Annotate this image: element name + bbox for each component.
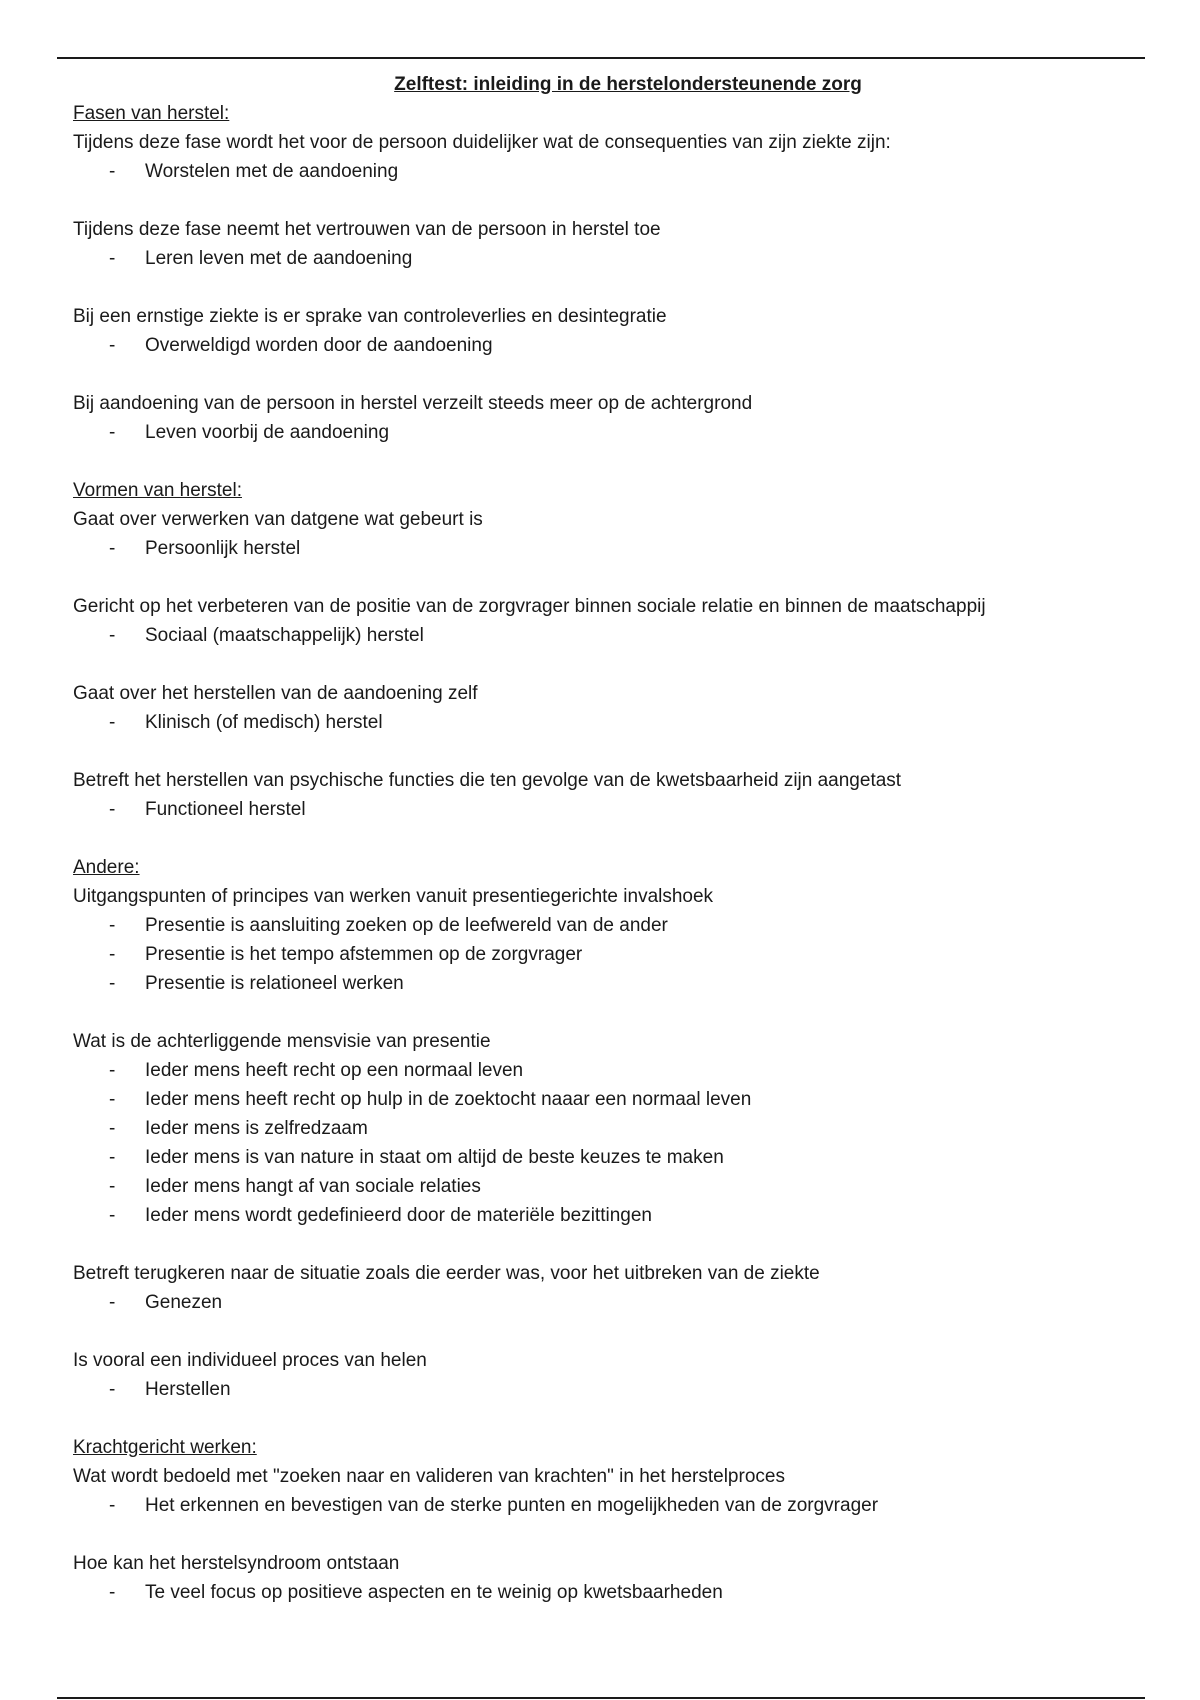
answer-text: Ieder mens heeft recht op een normaal leven [145, 1060, 524, 1081]
question-text: Gaat over het herstellen van de aandoening zelf [73, 683, 478, 704]
answer-item [73, 418, 1133, 447]
bullet-dash: - [109, 1495, 116, 1516]
section-heading: Fasen van herstel: [73, 103, 230, 124]
spacer [73, 737, 1133, 766]
answer-text: Genezen [145, 1292, 223, 1313]
answer-item [73, 1288, 1133, 1317]
answer-text: Presentie is het tempo afstemmen op de zorgvrager [145, 944, 583, 965]
answer-list [73, 331, 1133, 360]
answer-text: Leven voorbij de aandoening [145, 422, 390, 443]
spacer [73, 1317, 1133, 1346]
spacer [73, 447, 1133, 476]
question-text: Bij een ernstige ziekte is er sprake van controleverlies en desintegratie [73, 306, 667, 327]
bullet-dash: - [109, 248, 116, 269]
bullet-dash: - [109, 1582, 116, 1603]
answer-text: Functioneel herstel [145, 799, 306, 820]
answer-text: Ieder mens is van nature in staat om altijd de beste keuzes te maken [145, 1147, 724, 1168]
spacer [73, 1404, 1133, 1433]
document-title: Zelftest: inleiding in de herstelondersteunende zorg [394, 74, 862, 95]
answer-item [73, 1143, 1133, 1172]
spacer [73, 273, 1133, 302]
bullet-dash: - [109, 625, 116, 646]
spacer [73, 1230, 1133, 1259]
spacer [73, 563, 1133, 592]
answer-item [73, 795, 1133, 824]
answer-list [73, 534, 1133, 563]
answer-list [73, 244, 1133, 273]
answer-list [73, 708, 1133, 737]
question-text: Tijdens deze fase wordt het voor de persoon duidelijker wat de consequenties van zijn ziekte zijn: [73, 132, 891, 153]
answer-text: Herstellen [145, 1379, 231, 1400]
answer-list [73, 157, 1133, 186]
bullet-dash: - [109, 1089, 116, 1110]
bullet-dash: - [109, 161, 116, 182]
answer-text: Leren leven met de aandoening [145, 248, 413, 269]
bullet-dash: - [109, 799, 116, 820]
answer-text: Ieder mens wordt gedefinieerd door de materiële bezittingen [145, 1205, 652, 1226]
bullet-dash: - [109, 915, 116, 936]
question-text: Wat is de achterliggende mensvisie van presentie [73, 1031, 491, 1052]
answer-text: Persoonlijk herstel [145, 538, 301, 559]
bullet-dash: - [109, 422, 116, 443]
answer-text: Ieder mens is zelfredzaam [145, 1118, 368, 1139]
section-heading: Krachtgericht werken: [73, 1437, 257, 1458]
question-text: Bij aandoening van de persoon in herstel verzeilt steeds meer op de achtergrond [73, 393, 753, 414]
answer-item [73, 621, 1133, 650]
answer-item [73, 1201, 1133, 1230]
question-text: Betreft terugkeren naar de situatie zoals die eerder was, voor het uitbreken van de ziekte [73, 1263, 820, 1284]
top-rule [57, 57, 1145, 59]
answer-item [73, 1114, 1133, 1143]
answer-list [73, 1491, 1133, 1520]
spacer [73, 824, 1133, 853]
answer-text: Ieder mens heeft recht op hulp in de zoektocht naaar een normaal leven [145, 1089, 752, 1110]
bullet-dash: - [109, 1060, 116, 1081]
question-text: Gaat over verwerken van datgene wat gebeurt is [73, 509, 483, 530]
spacer [73, 186, 1133, 215]
document-page [73, 70, 1133, 1607]
bullet-dash: - [109, 1205, 116, 1226]
bottom-rule [57, 1697, 1145, 1699]
spacer [73, 650, 1133, 679]
answer-list [73, 621, 1133, 650]
answer-list [73, 418, 1133, 447]
answer-item [73, 1085, 1133, 1114]
answer-text: Ieder mens hangt af van sociale relaties [145, 1176, 481, 1197]
answer-list [73, 911, 1133, 998]
spacer [73, 998, 1133, 1027]
question-text: Hoe kan het herstelsyndroom ontstaan [73, 1553, 400, 1574]
answer-list [73, 1288, 1133, 1317]
answer-item [73, 940, 1133, 969]
answer-text: Overweldigd worden door de aandoening [145, 335, 493, 356]
question-text: Is vooral een individueel proces van helen [73, 1350, 427, 1371]
answer-text: Worstelen met de aandoening [145, 161, 399, 182]
bullet-dash: - [109, 712, 116, 733]
answer-text: Sociaal (maatschappelijk) herstel [145, 625, 424, 646]
bullet-dash: - [109, 1147, 116, 1168]
answer-item [73, 534, 1133, 563]
bullet-dash: - [109, 1176, 116, 1197]
question-text: Wat wordt bedoeld met "zoeken naar en valideren van krachten" in het herstelproces [73, 1466, 785, 1487]
answer-list [73, 1056, 1133, 1230]
question-text: Tijdens deze fase neemt het vertrouwen van de persoon in herstel toe [73, 219, 661, 240]
answer-text: Klinisch (of medisch) herstel [145, 712, 383, 733]
bullet-dash: - [109, 1118, 116, 1139]
bullet-dash: - [109, 944, 116, 965]
bullet-dash: - [109, 335, 116, 356]
answer-list [73, 1578, 1133, 1607]
answer-list [73, 795, 1133, 824]
answer-item [73, 1172, 1133, 1201]
answer-item [73, 1491, 1133, 1520]
answer-text: Het erkennen en bevestigen van de sterke punten en mogelijkheden van de zorgvrager [145, 1495, 879, 1516]
answer-text: Presentie is aansluiting zoeken op de leefwereld van de ander [145, 915, 668, 936]
question-text: Uitgangspunten of principes van werken vanuit presentiegerichte invalshoek [73, 886, 714, 907]
answer-item [73, 244, 1133, 273]
bullet-dash: - [109, 973, 116, 994]
answer-item [73, 157, 1133, 186]
question-text: Gericht op het verbeteren van de positie van de zorgvrager binnen sociale relatie en binnen de maatschappij [73, 596, 986, 617]
answer-item [73, 911, 1133, 940]
answer-list [73, 1375, 1133, 1404]
answer-item [73, 1056, 1133, 1085]
bullet-dash: - [109, 538, 116, 559]
answer-text: Te veel focus op positieve aspecten en te weinig op kwetsbaarheden [145, 1582, 723, 1603]
answer-text: Presentie is relationeel werken [145, 973, 404, 994]
section-heading: Vormen van herstel: [73, 480, 242, 501]
section-heading: Andere: [73, 857, 140, 878]
spacer [73, 360, 1133, 389]
answer-item [73, 708, 1133, 737]
answer-item [73, 331, 1133, 360]
answer-item [73, 969, 1133, 998]
answer-item [73, 1375, 1133, 1404]
bullet-dash: - [109, 1379, 116, 1400]
answer-item [73, 1578, 1133, 1607]
question-text: Betreft het herstellen van psychische functies die ten gevolge van de kwetsbaarheid zijn aangetast [73, 770, 902, 791]
spacer [73, 1520, 1133, 1549]
bullet-dash: - [109, 1292, 116, 1313]
